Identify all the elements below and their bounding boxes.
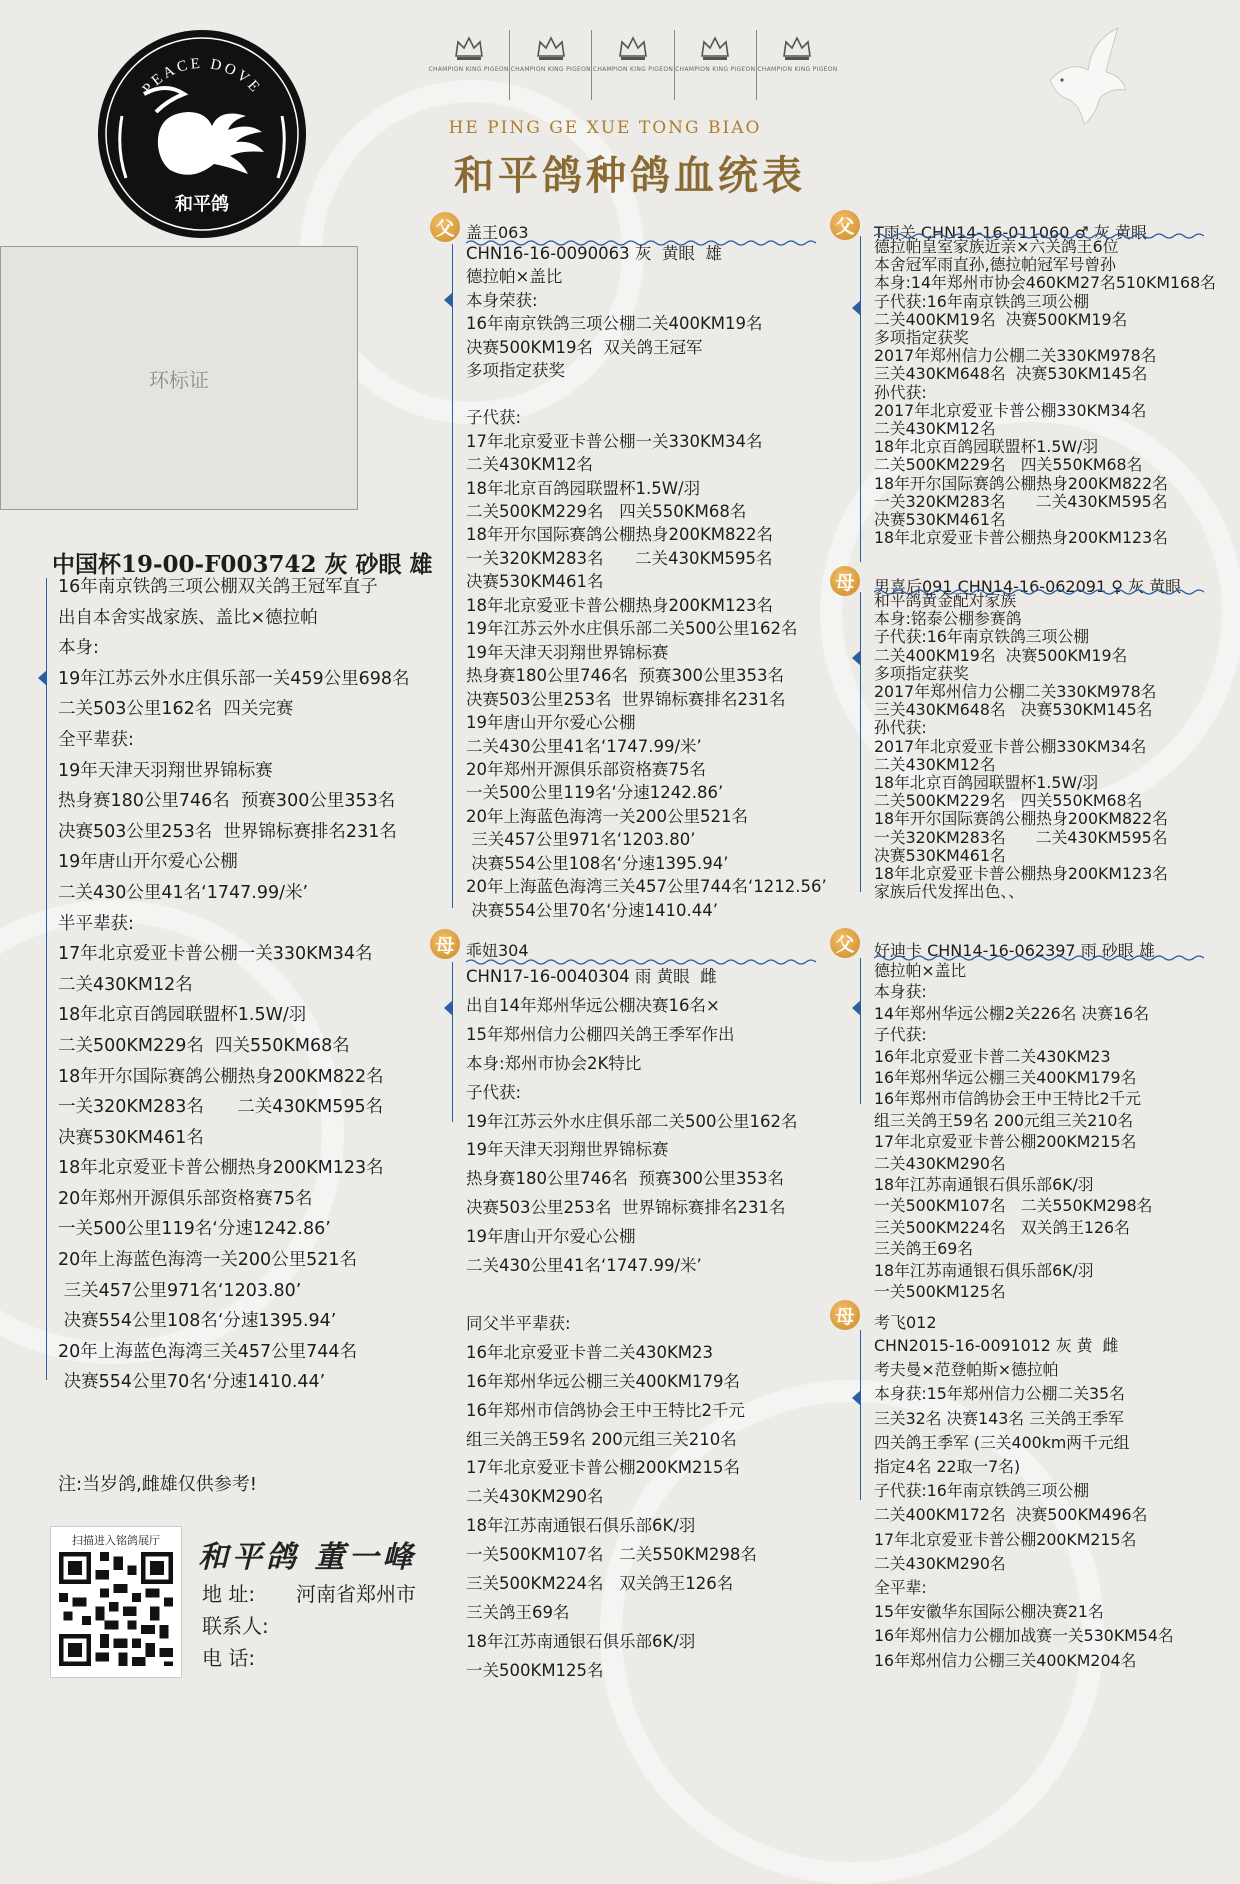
pinyin-title: HE PING GE XUE TONG BIAO — [448, 118, 762, 138]
ring-certificate-label: 环标证 — [149, 367, 209, 392]
detail-line: 子代获:16年南京铁鸽三项公棚 — [874, 291, 1089, 311]
ring-certificate-placeholder — [0, 246, 358, 510]
crown-icon — [452, 30, 486, 64]
bracket-arrow — [852, 300, 861, 316]
dam-badge: 母 — [430, 929, 460, 959]
detail-line: 孙代获: — [874, 382, 927, 402]
detail-line: 和平鸽黄金配对家族 — [874, 591, 1017, 610]
contact-label: 联系人: — [202, 1614, 269, 1638]
crown-caption: CHAMPION KING PIGEON — [592, 66, 674, 73]
bracket-arrow — [852, 650, 861, 666]
crown-caption: CHAMPION KING PIGEON — [757, 66, 838, 73]
detail-line: 二关430KM12名 — [874, 419, 996, 439]
detail-line: 三关457公里971名‘1203.80’ — [58, 1280, 302, 1301]
contact-value: 河南省郑州市 — [296, 1582, 416, 1606]
detail-line: 三关鸽王69名 — [466, 1602, 570, 1622]
detail-line: 20年上海蓝色海湾一关200公里521名 — [58, 1250, 358, 1271]
detail-line: 二关500KM229名 四关550KM68名 — [874, 791, 1143, 811]
detail-line: 20年郑州开源俱乐部资格赛75名 — [58, 1188, 313, 1209]
detail-line: 多项指定获奖 — [874, 328, 969, 348]
detail-line: 二关430公里41名‘1747.99/米’ — [58, 882, 309, 903]
bracket-arrow — [444, 1000, 453, 1016]
sire-badge: 父 — [430, 212, 460, 242]
detail-line: 19年江苏云外水庄俱乐部二关500公里162名 — [466, 619, 798, 639]
detail-line: 家族后代发挥出色、、 — [874, 882, 1025, 902]
crown-caption: CHAMPION KING PIGEON — [675, 66, 756, 73]
detail-line: 18年北京百鸽园联盟杯1.5W/羽 — [58, 1005, 307, 1026]
detail-line: 四关鸽王季军 (三关400km两千元组 — [874, 1432, 1130, 1452]
detail-line: 一关500KM107名 二关550KM298名 — [874, 1196, 1153, 1216]
detail-line: 16年北京爱亚卡普二关430KM23 — [466, 1342, 714, 1362]
detail-line: 二关430KM290名 — [874, 1153, 1006, 1173]
detail-line: 19年唐山开尔爱心公棚 — [466, 1227, 636, 1247]
detail-line: 19年天津天羽翔世界锦标赛 — [466, 1140, 669, 1160]
bracket-arrow — [852, 1000, 861, 1016]
detail-line: 本身:郑州市协会2K特比 — [466, 1053, 642, 1073]
main-bird-title: 中国杯19-00-F003742 灰 砂眼 雄 — [52, 551, 433, 578]
crown-award — [757, 30, 838, 100]
bracket-arrow — [852, 1390, 861, 1406]
detail-line: 18年北京百鸽园联盟杯1.5W/羽 — [874, 773, 1099, 793]
detail-line: 本身荣获: — [466, 290, 538, 310]
sire-dam-badge: 母 — [830, 566, 860, 596]
detail-line: 二关500KM229名 四关550KM68名 — [874, 455, 1143, 475]
bracket-line — [860, 236, 861, 562]
detail-line: 18年北京爱亚卡普公棚热身200KM123名 — [874, 864, 1168, 884]
detail-line: 一关320KM283名 二关430KM595名 — [58, 1097, 384, 1118]
detail-line: 16年郑州信力公棚三关400KM204名 — [874, 1650, 1137, 1670]
dove-icon — [1040, 20, 1130, 130]
crown-icon — [534, 30, 568, 64]
detail-line: 18年开尔国际赛鸽公棚热身200KM822名 — [58, 1066, 384, 1087]
detail-line: 三关鸽王69名 — [874, 1239, 974, 1259]
detail-line: 一关320KM283名 二关430KM595名 — [874, 491, 1168, 511]
detail-line: 16年南京铁鸽三项公棚二关400KM19名 — [466, 314, 763, 334]
contact-address — [202, 1578, 416, 1610]
detail-line: 一关320KM283名 二关430KM595名 — [874, 827, 1168, 847]
detail-line: 18年开尔国际赛鸽公棚热身200KM822名 — [466, 525, 774, 545]
detail-line: 决赛554公里70名‘分速1410.44’ — [58, 1372, 326, 1393]
detail-line: 本身获: — [874, 982, 927, 1002]
detail-line: 热身赛180公里746名 预赛300公里353名 — [466, 666, 784, 686]
detail-line — [466, 383, 827, 406]
dam-sire-name: 好迪卡 CHN14-16-062397 雨 砂眼 雄 — [874, 941, 1155, 960]
detail-line: 19年唐山开尔爱心公棚 — [466, 713, 636, 733]
detail-line: 孙代获: — [874, 718, 927, 738]
detail-line: 决赛554公里108名‘分速1395.94’ — [58, 1311, 337, 1332]
detail-line: 决赛554公里70名‘分速1410.44’ — [466, 900, 718, 920]
detail-line: CHN16-16-0090063 灰 黄眼 雄 — [466, 244, 722, 263]
logo-chinese-name: 和平鸽 — [175, 194, 229, 215]
detail-line: 决赛530KM461名 — [466, 572, 604, 592]
detail-line: 热身赛180公里746名 预赛300公里353名 — [58, 791, 396, 812]
detail-line: 组三关鸽王59名 200元组三关210名 — [466, 1429, 737, 1449]
detail-line: 二关400KM172名 决赛500KM496名 — [874, 1505, 1148, 1525]
detail-line: 18年江苏南通银石俱乐部6K/羽 — [874, 1175, 1094, 1195]
detail-line: 一关500KM107名 二关550KM298名 — [466, 1545, 757, 1565]
detail-line: 三关430KM648名 决赛530KM145名 — [874, 364, 1148, 384]
detail-line: 19年天津天羽翔世界锦标赛 — [58, 760, 273, 781]
detail-line: 决赛500KM19名 双关鸽王冠军 — [466, 337, 703, 357]
detail-line: 三关500KM224名 双关鸽王126名 — [874, 1217, 1130, 1237]
detail-line: 三关457公里971名‘1203.80’ — [466, 830, 696, 850]
page-title: 和平鸽种鸽血统表 — [454, 152, 806, 199]
dam-dam-badge: 母 — [830, 1300, 860, 1330]
contact-label: 地 址: — [202, 1582, 256, 1606]
detail-line: 德拉帕×盖比 — [466, 267, 563, 287]
sire-name: 盖王063 — [466, 223, 529, 242]
detail-line: 20年上海蓝色海湾一关200公里521名 — [466, 806, 748, 826]
detail-line: 18年开尔国际赛鸽公棚热身200KM822名 — [874, 473, 1168, 493]
detail-line: 决赛530KM461名 — [874, 510, 1006, 530]
detail-line: 决赛503公里253名 世界锦标赛排名231名 — [466, 689, 786, 709]
detail-line: 18年北京爱亚卡普公棚热身200KM123名 — [466, 595, 774, 615]
logo-text: PEACE DOVE — [139, 55, 265, 98]
detail-line: 德拉帕皇室家族近亲×六关鸽王6位 — [874, 237, 1119, 256]
sire-sire-badge: 父 — [830, 210, 860, 240]
detail-line: 热身赛180公里746名 预赛300公里353名 — [466, 1169, 784, 1189]
detail-line: 决赛530KM461名 — [58, 1127, 204, 1148]
detail-line: 18年北京百鸽园联盟杯1.5W/羽 — [874, 437, 1099, 457]
crown-award-row — [428, 30, 838, 100]
detail-line: 16年郑州市信鸽协会王中王特比2千元 — [874, 1089, 1142, 1109]
detail-line: 子代获: — [466, 1082, 522, 1102]
detail-line: 组三关鸽王59名 200元组三关210名 — [874, 1110, 1134, 1130]
disclaimer-note: 注:当岁鸽,雌雄仅供参考! — [58, 1474, 258, 1495]
detail-line: 决赛503公里253名 世界锦标赛排名231名 — [466, 1198, 786, 1218]
sire-dam-name: 男喜后091 CHN14-16-062091 ♀ 灰 黄眼 — [874, 577, 1182, 596]
detail-line: 16年郑州信力公棚加战赛一关530KM54名 — [874, 1626, 1174, 1646]
detail-line: 19年江苏云外水庄俱乐部一关459公里698名 — [58, 668, 410, 689]
detail-line: 17年北京爱亚卡普公棚一关330KM34名 — [58, 944, 373, 965]
detail-line: 15年郑州信力公棚四关鸽王季军作出 — [466, 1024, 735, 1044]
detail-line: 2017年北京爱亚卡普公棚330KM34名 — [874, 736, 1147, 756]
contact-phone — [202, 1642, 416, 1674]
detail-line: 半平辈获: — [58, 913, 134, 934]
detail-line: 17年北京爱亚卡普公棚200KM215名 — [874, 1132, 1137, 1152]
bracket-arrow — [38, 670, 47, 686]
detail-line: 二关503公里162名 四关完赛 — [58, 699, 294, 720]
dam-details — [466, 963, 797, 1686]
detail-line: 二关430KM12名 — [874, 754, 996, 774]
detail-line: 出自本舍实战家族、盖比×德拉帕 — [58, 607, 318, 628]
detail-line: 16年南京铁鸽三项公棚双关鸽王冠军直子 — [58, 577, 378, 597]
crown-award — [592, 30, 674, 100]
detail-line: 二关500KM229名 四关550KM68名 — [466, 501, 747, 521]
qr-code[interactable] — [59, 1552, 173, 1666]
detail-line: 本舍冠军雨直孙,德拉帕冠军号曾孙 — [874, 255, 1116, 275]
detail-line: 一关500KM125名 — [466, 1660, 604, 1680]
bracket-line — [860, 1330, 861, 1500]
signature: 和平鸽 董一峰 — [198, 1540, 417, 1575]
detail-line: 17年北京爱亚卡普公棚200KM215名 — [874, 1529, 1137, 1549]
detail-line: 本身获:15年郑州信力公棚二关35名 — [874, 1384, 1125, 1404]
crown-icon — [698, 30, 732, 64]
detail-line: 16年郑州华远公棚三关400KM179名 — [874, 1068, 1137, 1088]
crown-caption: CHAMPION KING PIGEON — [510, 66, 591, 73]
contact-person — [202, 1610, 416, 1642]
dam-sire-badge: 父 — [830, 928, 860, 958]
dam-dam-details — [874, 1334, 1174, 1673]
sire-details — [466, 242, 827, 922]
detail-line: 15年安徽华东国际公棚决赛21名 — [874, 1602, 1104, 1622]
detail-line: 17年北京爱亚卡普公棚200KM215名 — [466, 1458, 741, 1478]
detail-line: 本身:14年郑州市协会460KM27名510KM168名 — [874, 273, 1216, 293]
detail-line: 本身: — [58, 638, 99, 659]
detail-line: 三关32名 决赛143名 三关鸽王季军 — [874, 1408, 1124, 1428]
detail-line: 本身:铭泰公棚参赛鸽 — [874, 609, 1022, 629]
crown-award — [675, 30, 757, 100]
detail-line: 子代获: — [874, 1025, 927, 1045]
main-bird-details — [58, 572, 453, 1398]
detail-line: 17年北京爱亚卡普公棚一关330KM34名 — [466, 431, 763, 451]
detail-line: 20年上海蓝色海湾三关457公里744名 — [58, 1341, 358, 1362]
detail-line: 18年江苏南通银石俱乐部6K/羽 — [466, 1631, 696, 1651]
detail-line: 三关500KM224名 双关鸽王126名 — [466, 1574, 734, 1594]
bracket-arrow — [444, 292, 453, 308]
detail-line: 全平辈: — [874, 1578, 927, 1598]
bracket-line — [860, 958, 861, 1104]
detail-line: 决赛554公里108名‘分速1395.94’ — [466, 853, 729, 873]
detail-line: 多项指定获奖 — [466, 361, 565, 381]
detail-line: 20年郑州开源俱乐部资格赛75名 — [466, 759, 706, 779]
detail-line: 18年北京爱亚卡普公棚热身200KM123名 — [58, 1158, 384, 1179]
detail-line: 18年江苏南通银石俱乐部6K/羽 — [466, 1516, 696, 1536]
detail-line: 2017年郑州信力公棚二关330KM978名 — [874, 682, 1157, 702]
detail-line: 决赛503公里253名 世界锦标赛排名231名 — [58, 821, 397, 842]
detail-line: 指定4名 22取一7名) — [874, 1457, 1021, 1477]
detail-line: 2017年北京爱亚卡普公棚330KM34名 — [874, 400, 1147, 420]
detail-line: 子代获: — [466, 408, 522, 428]
detail-line: 考夫曼×范登帕斯×德拉帕 — [874, 1360, 1059, 1380]
detail-line: 二关430KM290名 — [874, 1553, 1006, 1573]
contact-label: 电 话: — [202, 1646, 256, 1670]
detail-line: 决赛530KM461名 — [874, 845, 1006, 865]
detail-line: 19年唐山开尔爱心公棚 — [58, 852, 238, 873]
detail-line: 子代获:16年南京铁鸽三项公棚 — [874, 627, 1089, 647]
crown-caption: CHAMPION KING PIGEON — [428, 66, 509, 73]
detail-line: 二关400KM19名 决赛500KM19名 — [874, 309, 1128, 329]
sire-sire-details — [874, 238, 1216, 547]
sire-sire-name: T雨关 CHN14-16-011060 ♂ 灰 黄眼 — [874, 223, 1147, 242]
crown-icon — [616, 30, 650, 64]
contact-info — [202, 1578, 416, 1674]
detail-line: 三关430KM648名 决赛530KM145名 — [874, 700, 1153, 720]
detail-line: 子代获:16年南京铁鸽三项公棚 — [874, 1481, 1089, 1501]
detail-line: 18年北京爱亚卡普公棚热身200KM123名 — [874, 528, 1168, 548]
detail-line: 二关430KM12名 — [466, 455, 594, 475]
detail-line: 一关320KM283名 二关430KM595名 — [466, 548, 773, 568]
detail-line: 出自14年郑州华远公棚决赛16名× — [466, 995, 720, 1015]
detail-line: 16年郑州华远公棚三关400KM179名 — [466, 1371, 741, 1391]
detail-line: 二关500KM229名 四关550KM68名 — [58, 1035, 350, 1056]
detail-line: 二关400KM19名 决赛500KM19名 — [874, 645, 1128, 665]
detail-line: 二关430KM290名 — [466, 1487, 604, 1507]
detail-line: 20年上海蓝色海湾三关457公里744名‘1212.56’ — [466, 877, 827, 897]
detail-line: CHN2015-16-0091012 灰 黄 雌 — [874, 1336, 1119, 1355]
qr-code-card[interactable] — [50, 1526, 182, 1678]
detail-line: 二关430KM12名 — [58, 974, 193, 995]
detail-line — [466, 1281, 797, 1310]
detail-line: 二关430公里41名‘1747.99/米’ — [466, 1256, 702, 1276]
detail-line: 18年开尔国际赛鸽公棚热身200KM822名 — [874, 809, 1168, 829]
detail-line: 多项指定获奖 — [874, 663, 969, 683]
detail-line: 一关500KM125名 — [874, 1282, 1006, 1302]
dam-name: 乖妞304 — [466, 941, 529, 960]
bracket-line — [452, 244, 453, 908]
peace-dove-logo — [96, 28, 308, 240]
detail-line: 一关500公里119名‘分速1242.86’ — [466, 783, 724, 803]
detail-line: 同父半平辈获: — [466, 1313, 571, 1333]
detail-line: 全平辈获: — [58, 729, 134, 750]
detail-line: 2017年郑州信力公棚二关330KM978名 — [874, 346, 1157, 366]
detail-line: 18年北京百鸽园联盟杯1.5W/羽 — [466, 478, 701, 498]
detail-line: 18年江苏南通银石俱乐部6K/羽 — [874, 1260, 1094, 1280]
bracket-line — [46, 578, 47, 1380]
detail-line: 一关500公里119名‘分速1242.86’ — [58, 1219, 331, 1240]
detail-line: 19年天津天羽翔世界锦标赛 — [466, 642, 669, 662]
detail-line: 19年江苏云外水庄俱乐部二关500公里162名 — [466, 1111, 798, 1131]
detail-line: 16年郑州市信鸽协会王中王特比2千元 — [466, 1400, 745, 1420]
sire-dam-details — [874, 592, 1168, 901]
detail-line: 16年北京爱亚卡普二关430KM23 — [874, 1046, 1111, 1066]
detail-line: 二关430公里41名‘1747.99/米’ — [466, 736, 702, 756]
crown-award — [510, 30, 592, 100]
detail-line: CHN17-16-0040304 雨 黄眼 雌 — [466, 967, 717, 986]
bracket-line — [860, 592, 861, 892]
crown-icon — [780, 30, 814, 64]
detail-line: 德拉帕×盖比 — [874, 961, 967, 980]
crown-award — [428, 30, 510, 100]
dam-sire-details — [874, 960, 1152, 1303]
qr-caption: 扫描进入铭鸽展厅 — [72, 1534, 160, 1547]
dam-dam-name: 考飞012 — [874, 1313, 937, 1332]
bracket-line — [452, 962, 453, 1122]
detail-line: 14年郑州华远公棚2关226名 决赛16名 — [874, 1003, 1149, 1023]
